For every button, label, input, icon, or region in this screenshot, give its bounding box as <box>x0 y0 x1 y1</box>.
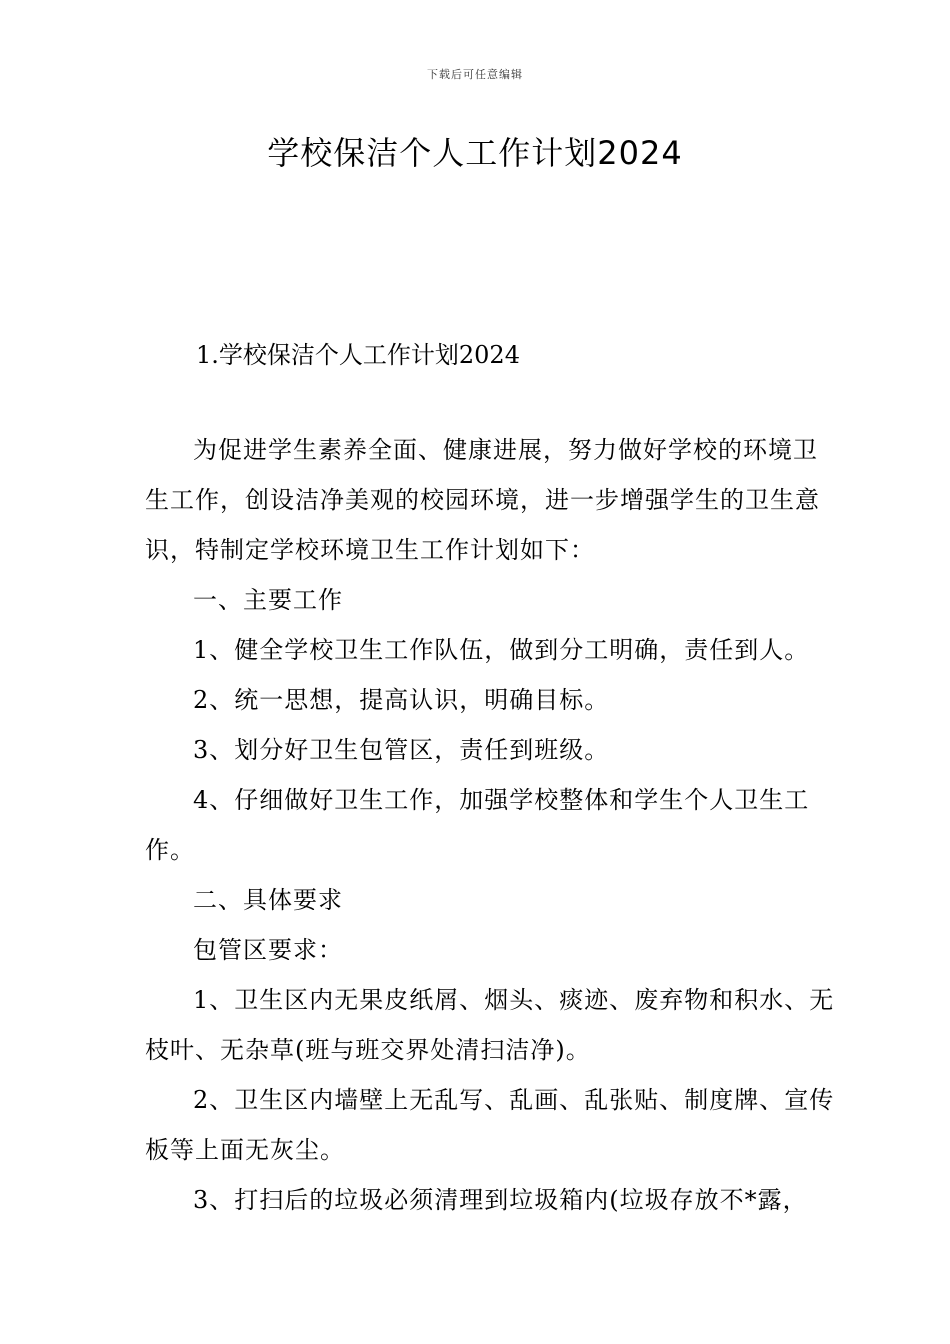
paragraph: 1、卫生区内无果皮纸屑、烟头、痰迹、废弃物和积水、无枝叶、无杂草(班与班交界处清扫洁净)。 <box>145 986 835 1064</box>
section-heading: 1.学校保洁个人工作计划2024 <box>196 341 520 369</box>
paragraph: 1、健全学校卫生工作队伍，做到分工明确，责任到人。 <box>193 636 810 664</box>
paragraph: 4、仔细做好卫生工作，加强学校整体和学生个人卫生工作。 <box>145 786 810 864</box>
paragraph: 2、统一思想，提高认识，明确目标。 <box>193 686 610 714</box>
body-text <box>145 425 835 1225</box>
paragraph: 2、卫生区内墙壁上无乱写、乱画、乱张贴、制度牌、宣传板等上面无灰尘。 <box>145 1086 835 1164</box>
paragraph: 包管区要求： <box>193 936 343 964</box>
paragraph: 二、具体要求 <box>193 886 343 914</box>
header-note: 下载后可任意编辑 <box>427 68 523 81</box>
paragraph: 一、主要工作 <box>193 586 343 614</box>
paragraph: 3、打扫后的垃圾必须清理到垃圾箱内(垃圾存放不*露， <box>193 1186 808 1214</box>
document-title: 学校保洁个人工作计划2024 <box>267 134 683 172</box>
paragraph: 为促进学生素养全面、健康进展，努力做好学校的环境卫生工作，创设洁净美观的校园环境，进一步增强学生的卫生意识，特制定学校环境卫生工作计划如下： <box>145 436 820 564</box>
paragraph: 3、划分好卫生包管区，责任到班级。 <box>193 736 610 764</box>
